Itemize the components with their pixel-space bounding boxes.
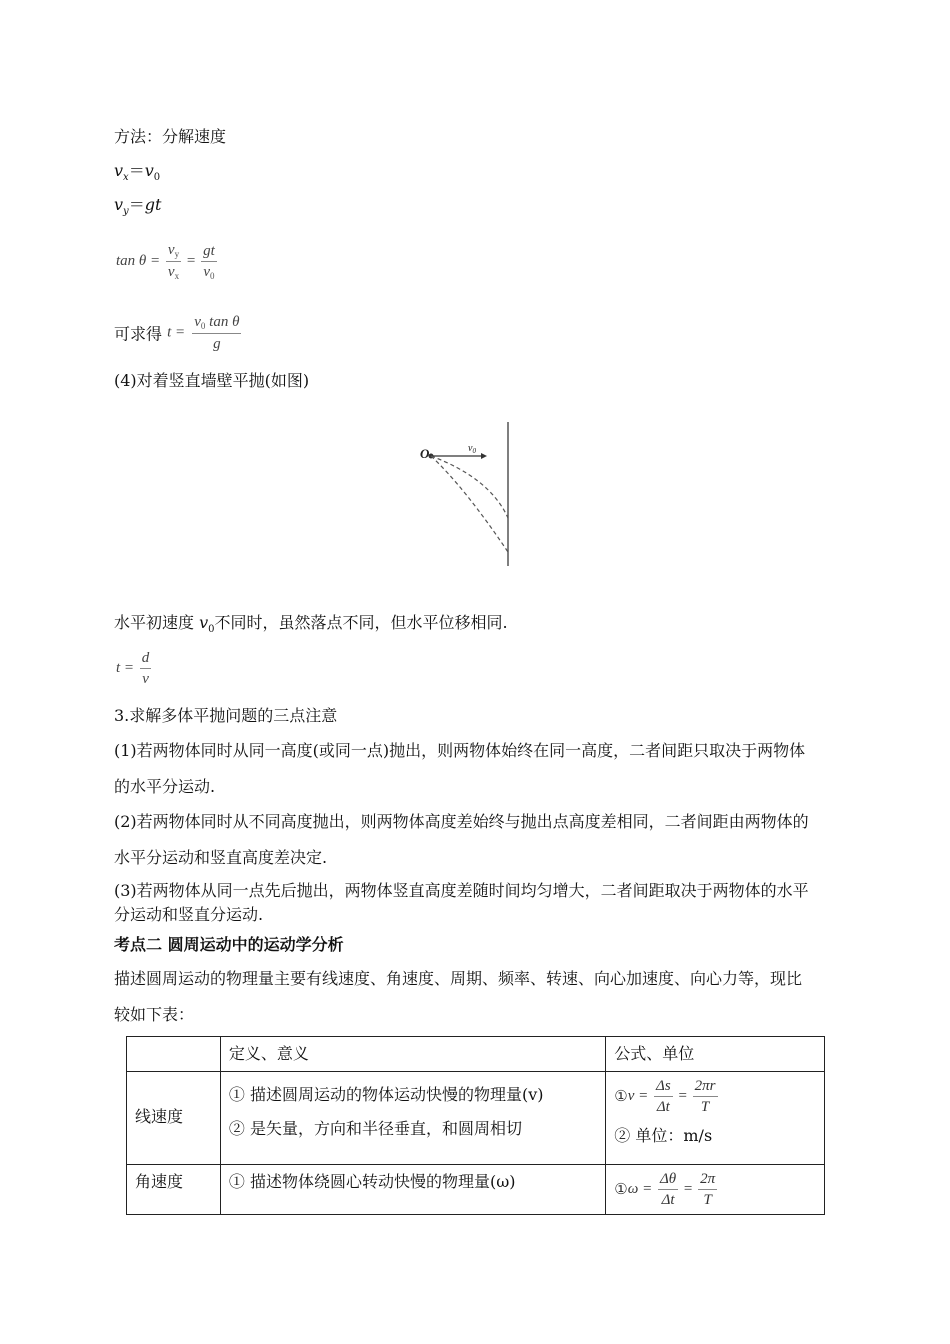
velocity-arrowhead <box>481 453 487 459</box>
header-definition-cell <box>220 1037 605 1072</box>
wall-sentence-sub: 0 <box>208 624 215 635</box>
fraction-v0tan-g <box>192 312 241 354</box>
section3-title: 3.求解多体平抛问题的三点注意 <box>114 706 338 725</box>
tan-num2: gt <box>201 241 217 262</box>
tan-eq2: = <box>186 253 196 269</box>
tan-theta-formula <box>116 240 219 283</box>
eq-vx-equals: ＝ <box>128 161 145 180</box>
point1-line1: (1)若两物体同时从同一高度(或同一点)抛出，则两物体始终在同一高度，二者间距只取决于两物体 <box>114 741 806 760</box>
row1-eq2: = <box>678 1088 687 1104</box>
trajectory-fast <box>431 456 508 518</box>
row2-eq2: = <box>683 1181 693 1197</box>
row2-den2: T <box>703 1192 712 1208</box>
equation-vx <box>114 160 160 185</box>
eq-vx-var: v <box>114 161 124 180</box>
tan-num1-sub: y <box>174 249 180 259</box>
kaodian2-title: 考点二 圆周运动中的运动学分析 <box>114 935 344 954</box>
row1-den1: Δt <box>656 1099 670 1115</box>
point3-line1: (3)若两物体从同一点先后抛出，两物体竖直高度差随时间均匀增大，二者间距取决于两物体的水平 <box>114 881 809 900</box>
wall-projectile-figure <box>415 418 525 570</box>
solve-den: g <box>213 336 221 352</box>
row1-num2: 2πr <box>693 1076 718 1097</box>
row1-name: 线速度 <box>135 1107 184 1126</box>
solve-t-formula <box>114 312 243 354</box>
trajectory-slow <box>431 456 508 552</box>
fraction-2pi-T <box>698 1169 717 1210</box>
eq-vy-var: v <box>114 195 124 214</box>
point2-line2: 水平分运动和竖直高度差决定. <box>114 848 328 867</box>
eq-vx-sub: x <box>123 172 129 183</box>
row1-def2: ② 是矢量，方向和半径垂直，和圆周相切 <box>228 1119 522 1138</box>
tan-den1-sub: x <box>174 271 180 281</box>
solve-lhs: t = <box>167 324 186 341</box>
fraction-ds-dt <box>654 1076 673 1117</box>
solve-num-rest: tan θ <box>205 314 240 330</box>
method-label: 方法：分解速度 <box>114 127 227 146</box>
fraction-dtheta-dt <box>658 1169 678 1210</box>
point1-line2: 的水平分运动. <box>114 777 216 796</box>
point2-line1: (2)若两物体同时从不同高度抛出，则两物体高度差始终与抛出点高度差相同，二者间距由两物体的 <box>114 812 809 831</box>
tan-lhs: tan θ = <box>116 253 161 269</box>
tdv-lhs: t = <box>116 660 135 676</box>
row1-formula <box>606 1072 824 1117</box>
header-definition: 定义、意义 <box>228 1044 309 1063</box>
row2-def-cell <box>220 1165 605 1215</box>
fraction-gt-v0 <box>201 241 217 283</box>
eq-vy-rhs: gt <box>144 195 162 214</box>
row2-formula-mark: ① <box>614 1182 628 1198</box>
row2-den1: Δt <box>661 1192 675 1208</box>
row1-formula-cell <box>606 1072 825 1165</box>
row1-unit: ② 单位：m/s <box>614 1126 713 1145</box>
fraction-2pir-T <box>693 1076 718 1117</box>
row1-def-cell <box>220 1072 605 1165</box>
row1-formula-mark: ① <box>614 1089 628 1105</box>
origin-label: O <box>420 446 430 461</box>
row2-num2: 2π <box>698 1169 717 1190</box>
intro-line2: 较如下表： <box>114 1005 195 1024</box>
row1-den2: T <box>700 1099 710 1115</box>
row2-def1: ① 描述物体绕圆心转动快慢的物理量(ω) <box>228 1172 516 1191</box>
comparison-table <box>126 1036 825 1215</box>
row2-formula-cell <box>606 1165 825 1215</box>
fraction-vy-vx <box>166 240 181 283</box>
point3-line2: 分运动和竖直分运动. <box>114 905 264 924</box>
row1-name-cell <box>127 1072 221 1165</box>
equation-vy <box>114 194 161 219</box>
table-row <box>127 1072 825 1165</box>
tan-den2-sub: 0 <box>209 270 215 281</box>
wall-sentence-var: v <box>199 613 209 632</box>
row2-name-cell <box>127 1165 221 1215</box>
row2-name: 角速度 <box>135 1172 184 1191</box>
table-row <box>127 1165 825 1215</box>
solve-num: v <box>194 314 201 330</box>
t-d-over-v-formula <box>116 648 153 689</box>
eq-vx-rhs-var: v <box>144 161 154 180</box>
row2-formula-lhs: ω = <box>627 1181 653 1197</box>
wall-sentence-pre: 水平初速度 <box>114 613 200 632</box>
row2-formula <box>606 1165 824 1210</box>
tdv-den: v <box>142 671 149 687</box>
tan-den1: v <box>167 264 175 280</box>
wall-sentence-post: 不同时，虽然落点不同，但水平位移相同. <box>214 613 508 632</box>
header-empty-cell <box>127 1037 221 1072</box>
row1-formula-lhs: v = <box>627 1088 649 1104</box>
eq-vy-equals: ＝ <box>128 195 145 214</box>
eq-vx-rhs-sub: 0 <box>153 172 161 183</box>
row1-def1: ① 描述圆周运动的物体运动快慢的物理量(v) <box>228 1085 544 1104</box>
solve-prefix: 可求得 <box>114 324 163 344</box>
tan-den2: v <box>203 263 210 280</box>
header-formula-cell <box>606 1037 825 1072</box>
fraction-d-v <box>140 648 152 689</box>
header-formula: 公式、单位 <box>614 1044 695 1063</box>
tan-num1: v <box>167 242 175 258</box>
case4-title: (4)对着竖直墙壁平抛(如图) <box>114 371 310 390</box>
wall-sentence <box>114 612 508 637</box>
eq-vy-sub: y <box>123 206 129 217</box>
row2-num1: Δθ <box>658 1169 678 1190</box>
solve-num-sub: 0 <box>200 321 206 331</box>
velocity-label: $v_0$ <box>468 443 476 455</box>
table-header-row <box>127 1037 825 1072</box>
tdv-num: d <box>140 648 152 669</box>
row1-num1: Δs <box>654 1076 673 1097</box>
intro-line1: 描述圆周运动的物理量主要有线速度、角速度、周期、频率、转速、向心加速度、向心力等，现比 <box>114 969 803 988</box>
